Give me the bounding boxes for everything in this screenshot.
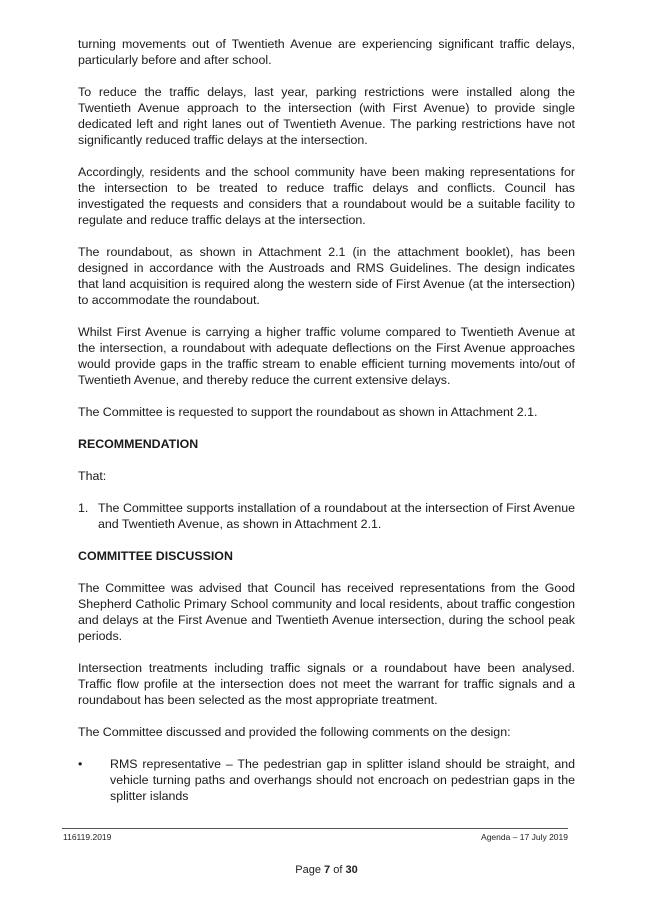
discussion-heading: COMMITTEE DISCUSSION xyxy=(78,549,233,563)
recommendation-intro: That: xyxy=(78,469,107,483)
page-prefix: Page xyxy=(295,864,321,876)
paragraph: Accordingly, residents and the school community have been making representations for the intersection to be treated to reduce traffic delays and conflicts. Council has investigated the requests and considers that a roundabout would be a suitable facility to regulate and reduce traffic delays at the intersection. xyxy=(78,165,575,227)
paragraph: The Committee is requested to support the roundabout as shown in Attachment 2.1. xyxy=(78,405,538,419)
paragraph: The Committee discussed and provided the following comments on the design: xyxy=(78,725,511,739)
page-of: of xyxy=(333,864,343,876)
document-body xyxy=(78,36,575,804)
recommendation-heading: RECOMMENDATION xyxy=(78,437,199,451)
footer-reference: 116119.2019 xyxy=(63,832,112,842)
paragraph: The Committee was advised that Council has received representations from the Good Shepherd Catholic Primary School community and local residents, about traffic congestion and delays at the First Avenue and Twentieth Avenue intersection, during the school peak periods. xyxy=(78,581,575,643)
paragraph: To reduce the traffic delays, last year, parking restrictions were installed along the Twentieth Avenue approach to the intersection (with First Avenue) to provide single dedicated left and right lanes out of Twentieth Avenue. The parking restrictions have not significantly reduced traffic delays at the intersection. xyxy=(78,85,575,147)
paragraph: The roundabout, as shown in Attachment 2.1 (in the attachment booklet), has been designed in accordance with the Austroads and RMS Guidelines. The design indicates that land acquisition is required along the western side of First Avenue (at the intersection) to accommodate the roundabout. xyxy=(78,245,575,307)
bullet-item xyxy=(78,756,575,804)
list-item-text: The Committee supports installation of a roundabout at the intersection of First Avenue and Twentieth Avenue, as shown in Attachment 2.1. xyxy=(98,501,575,531)
paragraph: Intersection treatments including traffic signals or a roundabout have been analysed. Traffic flow profile at the intersection does not meet the warrant for traffic signals and a roundabout has been selected as the most appropriate treatment. xyxy=(78,661,575,707)
bullet-item-text: RMS representative – The pedestrian gap in splitter island should be straight, and vehicle turning paths and overhangs should not encroach on pedestrian gaps in the splitter islands xyxy=(110,757,575,803)
list-item xyxy=(78,500,575,532)
page-total: 30 xyxy=(345,864,358,876)
paragraph: Whilst First Avenue is carrying a higher traffic volume compared to Twentieth Avenue at the intersection, a roundabout with adequate deflections on the First Avenue approaches would provide gaps in the traffic stream to enable efficient turning movements into/out of Twentieth Avenue, and thereby reduce the current extensive delays. xyxy=(78,325,575,387)
paragraph: turning movements out of Twentieth Avenue are experiencing significant traffic delays, particularly before and after school. xyxy=(78,37,575,67)
footer-divider xyxy=(62,828,568,829)
bullet-marker: • xyxy=(78,757,83,771)
page-current: 7 xyxy=(324,864,331,876)
footer-agenda-date: Agenda – 17 July 2019 xyxy=(481,832,568,842)
list-marker: 1. xyxy=(78,501,89,515)
page-number xyxy=(0,864,653,876)
